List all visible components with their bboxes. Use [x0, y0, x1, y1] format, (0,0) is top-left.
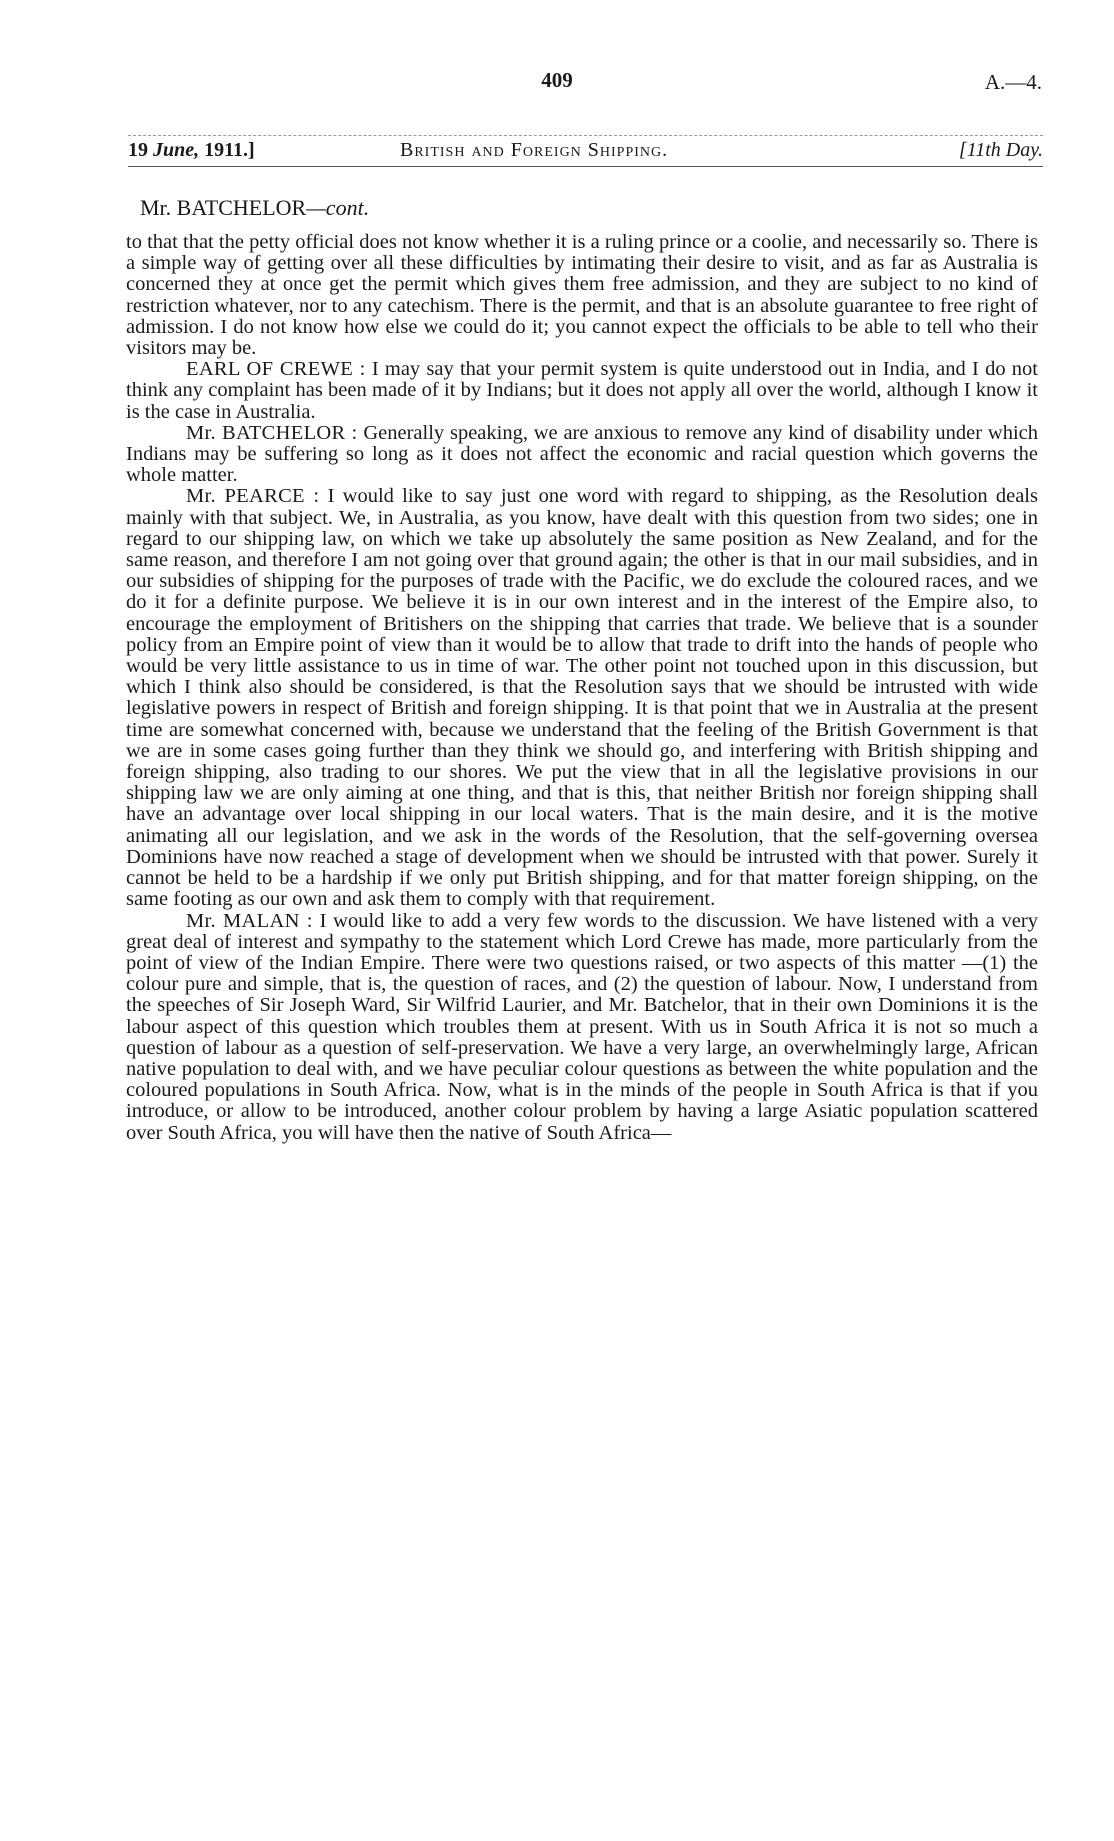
speaker-name: Mr. PEARCE : [186, 485, 320, 508]
paper-reference: A.—4. [984, 70, 1042, 94]
sitting-day: [11th Day. [958, 139, 1043, 161]
body-text [126, 232, 1038, 1144]
paragraph-text: I may say that your permit system is quite understood out in India, and I do not think any complaint has been made of it by Indians; but it does not apply all over the world, although I know it is the case in Australia. [126, 358, 1038, 423]
continued-speaker [140, 195, 369, 221]
paragraph-batchelor-cont [126, 232, 1038, 359]
running-head [128, 135, 1043, 167]
continued-suffix: —cont. [306, 195, 370, 220]
paragraph-pearce [126, 486, 1038, 910]
speaker-name: Mr. BATCHELOR : [186, 421, 358, 444]
paragraph-text: I would like to say just one word with regard to shipping, as the Resolution deals mainly with that subject. We, in Australia, as you know, have dealt with this question from two sides; one in regard to our shipping law, on which we take up absolutely the same position as New Zealand, and for the same reason, and therefore I am not going over that ground again; the other is that in our mail subsidies, and in our subsidies of shipping for the purposes of trade with the Pacific, we do exclude the coloured races, and we do it for a definite purpose. We believe it is in our own interest and in the interest of the Empire also, to encourage the employment of Britishers on the shipping that carries that trade. We believe that is a sounder policy from an Empire point of view than it would be to allow that trade to drift into the hands of people who would be very little assistance to us in time of war. The other point not touched upon in this discussion, but which I think also should be considered, is that the Resolution says that we should be intrusted with wide legislative powers in respect of British and foreign shipping. It is that point that we in Australia at the present time are somewhat concerned with, because we understand that the feeling of the British Government is that we are in some cases going further than they think we should go, and interfering with British shipping and foreign shipping, also trading to our shores. We put the view that in all the legislative provisions in our shipping law we are only aiming at one thing, and that is this, that neither British nor foreign shipping shall have an advantage over local shipping in our local waters. That is the main desire, and it is the motive animating all our legislation, and we ask in the words of the Resolution, that the self-governing oversea Dominions have now reached a stage of development when we should be intrusted with that power. Surely it cannot be held to be a hardship if we only put British shipping, and for that matter foreign shipping, on the same footing as our own and ask them to comply with that requirement. [126, 485, 1038, 911]
date-month: June, [153, 139, 200, 161]
page-number: 409 [541, 68, 573, 92]
paragraph-crewe [126, 359, 1038, 423]
paragraph-text: to that that the petty official does not know whether it is a ruling prince or a coolie, and necessarily so. There is a simple way of getting over all these difficulties by intimating their desire to visit, and as far as Australia is concerned they at once get the permit which gives them free admission, and they are subject to no kind of restriction whatever, nor to any catechism. There is the permit, and that is an absolute guarantee to free right of admission. I do not know how else we could do it; you cannot expect the officials to be able to tell who their visitors may be. [126, 231, 1038, 360]
paragraph-text: Generally speaking, we are anxious to remove any kind of disability under which Indians may be suffering so long as it does not affect the economic and racial question which governs the whole matter. [126, 421, 1038, 487]
speaker-name: EARL OF CREWE : [186, 358, 366, 381]
speaker-name: Mr. MALAN : [186, 909, 313, 932]
date-day: 19 [128, 139, 148, 161]
sitting-date [128, 139, 255, 162]
running-title: British and Foreign Shipping. [400, 139, 669, 161]
paragraph-batchelor [126, 423, 1038, 487]
date-year: 1911.] [204, 139, 255, 161]
paragraph-malan [126, 911, 1038, 1144]
paragraph-text: I would like to add a very few words to the discussion. We have listened with a very great deal of interest and sympathy to the statement which Lord Crewe has made, more particularly from the point of view of the Indian Empire. There were two questions raised, or two aspects of this matter —(1) the colour pure and simple, that is, the question of races, and (2) the question of labour. Now, I understand from the speeches of Sir Joseph Ward, Sir Wilfrid Laurier, and Mr. Batchelor, that in their own Dominions it is the labour aspect of this question which troubles them at present. With us in South Africa it is not so much a question of labour as a question of self-preservation. We have a very large, an overwhelmingly large, African native population to deal with, and we have peculiar colour questions as between the white population and the coloured populations in South Africa. Now, what is in the minds of the people in South Africa is that if you introduce, or allow to be introduced, another colour problem by having a large Asiatic population scattered over South Africa, you will have then the native of South Africa— [126, 909, 1038, 1144]
continued-speaker-name: Mr. BATCHELOR [140, 195, 307, 220]
